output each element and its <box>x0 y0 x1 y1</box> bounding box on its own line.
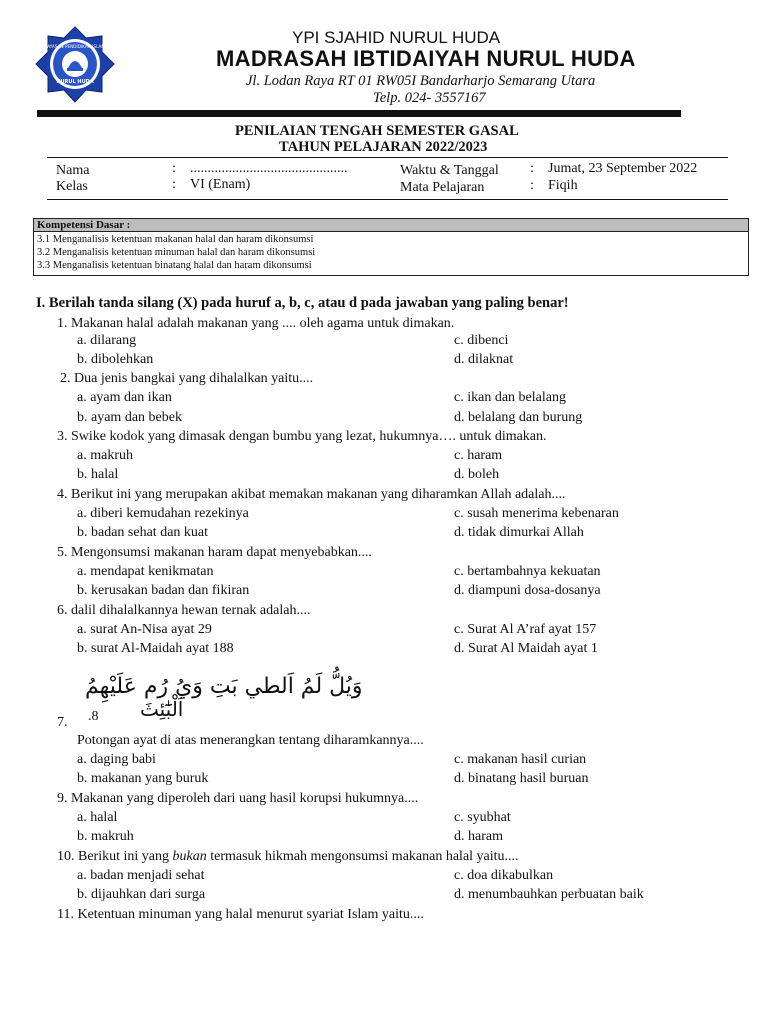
exam-title: PENILAIAN TENGAH SEMESTER GASAL <box>235 123 519 139</box>
option-d: d. dilaknat <box>454 352 514 367</box>
class-label: Kelas <box>56 179 88 194</box>
kompetensi-item: 3.2 Menganalisis ketentuan minuman halal dan haram dikonsumsi <box>37 247 316 258</box>
name-colon: : <box>172 161 176 176</box>
subject-label: Mata Pelajaran <box>400 180 485 195</box>
name-value: ............................................. <box>190 161 348 176</box>
option-a: a. diberi kemudahan rezekinya <box>77 506 249 521</box>
question-stem: 9. Makanan yang diperoleh dari uang hasil korupsi hukumnya.... <box>57 791 419 806</box>
school-address: Jl. Lodan Raya RT 01 RW05I Bandarharjo Semarang Utara <box>246 73 596 89</box>
question-number: 7. <box>57 715 68 730</box>
subject-colon: : <box>530 178 534 193</box>
identity-top-rule <box>47 157 728 158</box>
option-a: a. badan menjadi sehat <box>77 868 205 883</box>
option-b: b. dijauhkan dari surga <box>77 887 206 902</box>
option-c: c. doa dikabulkan <box>454 868 554 883</box>
instruction: I. Berilah tanda silang (X) pada huruf a, b, c, atau d pada jawaban yang paling benar! <box>36 295 569 311</box>
option-c: c. makanan hasil curian <box>454 752 587 767</box>
option-c: c. haram <box>454 448 503 463</box>
school-phone: Telp. 024- 3557167 <box>373 90 486 106</box>
option-a: a. mendapat kenikmatan <box>77 564 214 579</box>
option-c: c. susah menerima kebenaran <box>454 506 619 521</box>
option-d: d. diampuni dosa-dosanya <box>454 583 601 598</box>
option-b: b. makanan yang buruk <box>77 771 209 786</box>
option-a: a. makruh <box>77 448 133 463</box>
option-a: a. ayam dan ikan <box>77 390 172 405</box>
option-b: b. surat Al-Maidah ayat 188 <box>77 641 234 656</box>
question-stem: 4. Berikut ini yang merupakan akibat memakan makanan yang diharamkan Allah adalah.... <box>57 487 566 502</box>
option-b: b. badan sehat dan kuat <box>77 525 209 540</box>
option-d: d. boleh <box>454 467 500 482</box>
option-b: b. ayam dan bebek <box>77 410 182 425</box>
logo-top-text: YAYASAN PENDIDIKAN ISLAM <box>45 44 105 49</box>
exam-year: TAHUN PELAJARAN 2022/2023 <box>279 139 488 155</box>
option-b: b. makruh <box>77 829 134 844</box>
school-name: MADRASAH IBTIDAIYAH NURUL HUDA <box>216 46 636 71</box>
logo-bottom-text: NURUL HUDA <box>56 79 94 85</box>
question-stem <box>57 849 519 865</box>
question-stem: 11. Ketentuan minuman yang halal menurut syariat Islam yaitu.... <box>57 907 424 922</box>
option-c: c. dibenci <box>454 333 509 348</box>
verse-number: .8 <box>88 709 99 724</box>
name-label: Nama <box>56 163 90 178</box>
kompetensi-box <box>33 218 749 276</box>
option-c: c. ikan dan belalang <box>454 390 566 405</box>
class-colon: : <box>172 177 176 192</box>
time-label: Waktu & Tanggal <box>400 163 499 178</box>
header-divider <box>37 110 681 117</box>
foundation-name: YPI SJAHID NURUL HUDA <box>292 28 501 47</box>
question-stem: 1. Makanan halal adalah makanan yang .... oleh agama untuk dimakan. <box>57 316 455 331</box>
question-stem: 2. Dua jenis bangkai yang dihalalkan yaitu.... <box>60 371 314 386</box>
stem-text: termasuk hikmah mengonsumsi makanan halal yaitu.... <box>206 849 519 864</box>
option-c: c. syubhat <box>454 810 511 825</box>
question-stem: Potongan ayat di atas menerangkan tentang diharamkannya.... <box>77 733 424 748</box>
stem-text: 10. Berikut ini yang <box>57 849 173 864</box>
option-d: d. Surat Al Maidah ayat 1 <box>454 641 598 656</box>
question-stem: 6. dalil dihalalkannya hewan ternak adalah.... <box>57 603 311 618</box>
option-a: a. halal <box>77 810 118 825</box>
option-d: d. haram <box>454 829 503 844</box>
arabic-verse-end: اَلْبَٰٓئِثَ <box>140 697 184 721</box>
school-logo <box>34 26 116 104</box>
time-colon: : <box>530 161 534 176</box>
arabic-verse: وَيُلُّ لَمُ اَلطي بَتِ وَيُ رُم عَلَيْهِمُ <box>85 674 363 699</box>
stem-emphasis: bukan <box>172 849 207 864</box>
option-b: b. dibolehkan <box>77 352 154 367</box>
option-d: d. tidak dimurkai Allah <box>454 525 584 540</box>
question-stem: 3. Swike kodok yang dimasak dengan bumbu yang lezat, hukumnya…. untuk dimakan. <box>57 429 547 444</box>
kompetensi-item: 3.3 Menganalisis ketentuan binatang halal dan haram dikonsumsi <box>37 260 312 271</box>
identity-bottom-rule <box>47 199 728 200</box>
question-stem: 5. Mengonsumsi makanan haram dapat menyebabkan.... <box>57 545 372 560</box>
kompetensi-heading: Kompetensi Dasar : <box>34 219 748 232</box>
option-c: c. Surat Al A’raf ayat 157 <box>454 622 597 637</box>
option-a: a. dilarang <box>77 333 137 348</box>
option-b: b. kerusakan badan dan fikiran <box>77 583 250 598</box>
option-a: a. surat An-Nisa ayat 29 <box>77 622 212 637</box>
option-d: d. menumbauhkan perbuatan baik <box>454 887 644 902</box>
class-value: VI (Enam) <box>190 177 251 192</box>
subject-value: Fiqih <box>548 178 578 193</box>
option-d: d. belalang dan burung <box>454 410 583 425</box>
option-b: b. halal <box>77 467 119 482</box>
time-value: Jumat, 23 September 2022 <box>548 161 698 176</box>
kompetensi-item: 3.1 Menganalisis ketentuan makanan halal dan haram dikonsumsi <box>37 234 314 245</box>
option-c: c. bertambahnya kekuatan <box>454 564 601 579</box>
option-d: d. binatang hasil buruan <box>454 771 589 786</box>
option-a: a. daging babi <box>77 752 156 767</box>
